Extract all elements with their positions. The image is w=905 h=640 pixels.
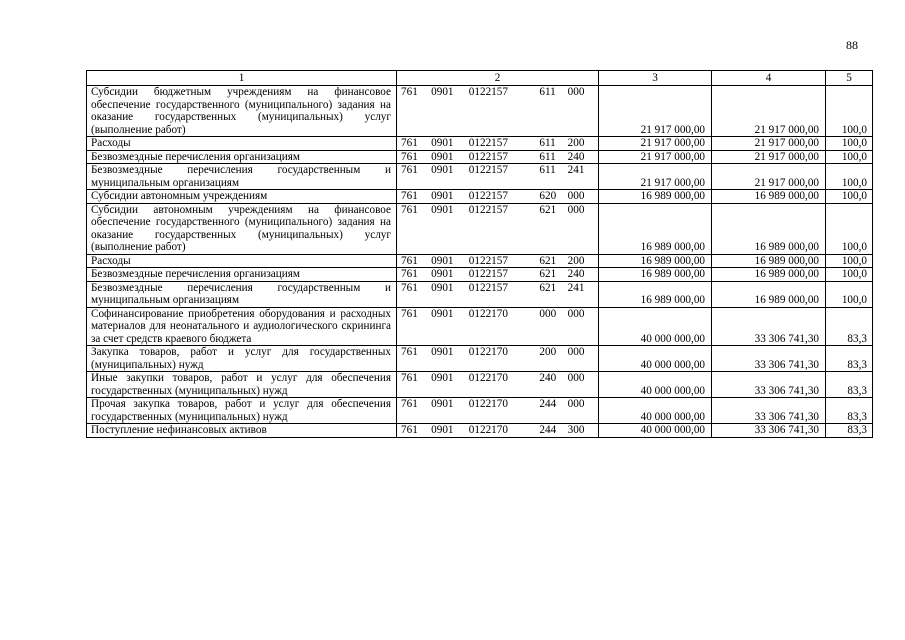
column-header-5: 5 <box>826 71 873 86</box>
code-admin: 761 <box>401 307 418 320</box>
code-kosgu: 000 <box>567 372 585 384</box>
row-codes <box>397 86 599 137</box>
table-row <box>87 86 873 137</box>
row-fact: 21 917 000,00 <box>712 164 826 190</box>
code-admin: 761 <box>401 137 418 149</box>
code-target: 0122170 <box>468 307 508 320</box>
table-row <box>87 254 873 268</box>
code-target: 0122157 <box>468 203 508 216</box>
code-kosgu: 000 <box>567 307 585 320</box>
code-section: 0901 <box>431 254 454 267</box>
code-admin: 761 <box>401 398 418 410</box>
row-plan: 16 989 000,00 <box>599 281 712 307</box>
row-codes <box>397 346 599 372</box>
table-row <box>87 164 873 190</box>
code-admin: 761 <box>401 268 418 280</box>
table-body <box>87 86 873 438</box>
table-row <box>87 307 873 346</box>
row-name: Субсидии автономным учреждениям на финансовое обеспечение государственного (муниципального) задания на оказание государственных (муниципальных) услуг (выполнение работ) <box>87 203 397 254</box>
code-expense-type: 200 <box>539 346 557 358</box>
row-codes <box>397 137 599 151</box>
row-plan: 16 989 000,00 <box>599 254 712 268</box>
row-plan: 40 000 000,00 <box>599 372 712 398</box>
row-plan: 40 000 000,00 <box>599 307 712 346</box>
row-fact: 16 989 000,00 <box>712 268 826 282</box>
row-codes <box>397 203 599 254</box>
row-percent: 100,0 <box>826 281 873 307</box>
code-target: 0122157 <box>468 190 508 202</box>
row-fact: 16 989 000,00 <box>712 281 826 307</box>
row-percent: 83,3 <box>826 346 873 372</box>
code-section: 0901 <box>431 307 454 320</box>
row-name: Иные закупки товаров, работ и услуг для обеспечения государственных (муниципальных) нужд <box>87 372 397 398</box>
column-header-2: 2 <box>397 71 599 86</box>
code-section: 0901 <box>431 86 454 98</box>
code-admin: 761 <box>401 164 418 176</box>
row-percent: 83,3 <box>826 424 873 438</box>
code-expense-type: 620 <box>539 190 557 202</box>
code-section: 0901 <box>431 424 454 436</box>
row-percent: 100,0 <box>826 150 873 164</box>
code-kosgu: 200 <box>567 137 585 149</box>
row-plan: 40 000 000,00 <box>599 424 712 438</box>
column-header-1: 1 <box>87 71 397 86</box>
table-row <box>87 190 873 204</box>
code-kosgu: 200 <box>567 254 585 267</box>
row-name: Субсидии автономным учреждениям <box>87 190 397 204</box>
code-kosgu: 241 <box>567 281 585 294</box>
code-kosgu: 300 <box>567 424 585 436</box>
code-target: 0122157 <box>468 254 508 267</box>
code-expense-type: 611 <box>539 164 556 176</box>
code-section: 0901 <box>431 268 454 280</box>
table-row <box>87 268 873 282</box>
code-section: 0901 <box>431 372 454 384</box>
row-codes <box>397 398 599 424</box>
row-plan: 21 917 000,00 <box>599 164 712 190</box>
row-name: Безвозмездные перечисления организациям <box>87 268 397 282</box>
row-percent: 100,0 <box>826 268 873 282</box>
row-fact: 21 917 000,00 <box>712 150 826 164</box>
code-expense-type: 621 <box>539 268 557 280</box>
table-row <box>87 137 873 151</box>
code-admin: 761 <box>401 86 418 98</box>
row-plan: 16 989 000,00 <box>599 203 712 254</box>
column-header-3: 3 <box>599 71 712 86</box>
code-section: 0901 <box>431 137 454 149</box>
code-kosgu: 000 <box>567 86 585 98</box>
code-admin: 761 <box>401 150 418 163</box>
row-fact: 33 306 741,30 <box>712 346 826 372</box>
row-fact: 33 306 741,30 <box>712 424 826 438</box>
row-plan: 21 917 000,00 <box>599 137 712 151</box>
row-codes <box>397 254 599 268</box>
code-kosgu: 240 <box>567 268 585 280</box>
code-expense-type: 244 <box>539 424 557 436</box>
code-section: 0901 <box>431 150 454 163</box>
code-target: 0122157 <box>468 164 508 176</box>
code-expense-type: 621 <box>539 281 557 294</box>
row-plan: 40 000 000,00 <box>599 398 712 424</box>
row-codes <box>397 424 599 438</box>
page-number: 88 <box>846 38 858 52</box>
row-percent: 100,0 <box>826 203 873 254</box>
row-name: Безвозмездные перечисления организациям <box>87 150 397 164</box>
code-admin: 761 <box>401 203 418 216</box>
code-section: 0901 <box>431 164 454 176</box>
row-name: Расходы <box>87 137 397 151</box>
code-expense-type: 611 <box>539 86 556 98</box>
code-kosgu: 000 <box>567 346 585 358</box>
code-target: 0122170 <box>468 424 508 436</box>
column-header-4: 4 <box>712 71 826 86</box>
row-codes <box>397 190 599 204</box>
code-target: 0122157 <box>468 86 508 98</box>
row-name: Безвозмездные перечисления государственным и муниципальным организациям <box>87 164 397 190</box>
row-percent: 83,3 <box>826 398 873 424</box>
code-target: 0122157 <box>468 281 508 294</box>
code-admin: 761 <box>401 346 418 358</box>
row-plan: 21 917 000,00 <box>599 86 712 137</box>
code-kosgu: 000 <box>567 190 585 202</box>
row-codes <box>397 150 599 164</box>
table-row <box>87 281 873 307</box>
code-target: 0122170 <box>468 372 508 384</box>
row-plan: 16 989 000,00 <box>599 268 712 282</box>
code-kosgu: 240 <box>567 150 585 163</box>
row-plan: 16 989 000,00 <box>599 190 712 204</box>
row-fact: 21 917 000,00 <box>712 86 826 137</box>
row-plan: 40 000 000,00 <box>599 346 712 372</box>
code-expense-type: 244 <box>539 398 557 410</box>
code-section: 0901 <box>431 190 454 202</box>
row-fact: 16 989 000,00 <box>712 203 826 254</box>
code-admin: 761 <box>401 254 418 267</box>
row-percent: 83,3 <box>826 307 873 346</box>
table-row <box>87 346 873 372</box>
code-kosgu: 241 <box>567 164 585 176</box>
code-section: 0901 <box>431 346 454 358</box>
table-row <box>87 372 873 398</box>
row-name: Софинансирование приобретения оборудования и расходных материалов для неонатального и аудиологического скрининга за счет средств краевого бюджета <box>87 307 397 346</box>
code-kosgu: 000 <box>567 398 585 410</box>
row-fact: 33 306 741,30 <box>712 307 826 346</box>
row-fact: 16 989 000,00 <box>712 254 826 268</box>
row-percent: 100,0 <box>826 86 873 137</box>
table-row <box>87 424 873 438</box>
row-percent: 100,0 <box>826 137 873 151</box>
table-row <box>87 150 873 164</box>
row-fact: 33 306 741,30 <box>712 372 826 398</box>
row-name: Закупка товаров, работ и услуг для государственных (муниципальных) нужд <box>87 346 397 372</box>
row-fact: 16 989 000,00 <box>712 190 826 204</box>
row-percent: 83,3 <box>826 372 873 398</box>
code-section: 0901 <box>431 281 454 294</box>
code-expense-type: 621 <box>539 203 557 216</box>
code-admin: 761 <box>401 424 418 436</box>
code-section: 0901 <box>431 398 454 410</box>
row-codes <box>397 268 599 282</box>
row-percent: 100,0 <box>826 164 873 190</box>
code-target: 0122170 <box>468 398 508 410</box>
code-expense-type: 621 <box>539 254 557 267</box>
table-row <box>87 398 873 424</box>
code-expense-type: 000 <box>539 307 557 320</box>
code-target: 0122157 <box>468 137 508 149</box>
row-name: Поступление нефинансовых активов <box>87 424 397 438</box>
code-expense-type: 240 <box>539 372 557 384</box>
row-fact: 33 306 741,30 <box>712 398 826 424</box>
code-target: 0122157 <box>468 268 508 280</box>
code-expense-type: 611 <box>539 150 556 163</box>
table-header-row <box>87 71 873 86</box>
budget-table <box>86 70 873 438</box>
row-codes <box>397 307 599 346</box>
code-target: 0122170 <box>468 346 508 358</box>
row-percent: 100,0 <box>826 190 873 204</box>
code-admin: 761 <box>401 190 418 202</box>
code-admin: 761 <box>401 281 418 294</box>
table-row <box>87 203 873 254</box>
code-section: 0901 <box>431 203 454 216</box>
code-expense-type: 611 <box>539 137 556 149</box>
code-admin: 761 <box>401 372 418 384</box>
row-fact: 21 917 000,00 <box>712 137 826 151</box>
row-percent: 100,0 <box>826 254 873 268</box>
row-name: Безвозмездные перечисления государственным и муниципальным организациям <box>87 281 397 307</box>
row-name: Субсидии бюджетным учреждениям на финансовое обеспечение государственного (муниципального) задания на оказание государственных (муниципальных) услуг (выполнение работ) <box>87 86 397 137</box>
code-kosgu: 000 <box>567 203 585 216</box>
row-codes <box>397 372 599 398</box>
row-name: Прочая закупка товаров, работ и услуг для обеспечения государственных (муниципальных) нужд <box>87 398 397 424</box>
row-codes <box>397 281 599 307</box>
row-codes <box>397 164 599 190</box>
row-plan: 21 917 000,00 <box>599 150 712 164</box>
code-target: 0122157 <box>468 150 508 163</box>
row-name: Расходы <box>87 254 397 268</box>
